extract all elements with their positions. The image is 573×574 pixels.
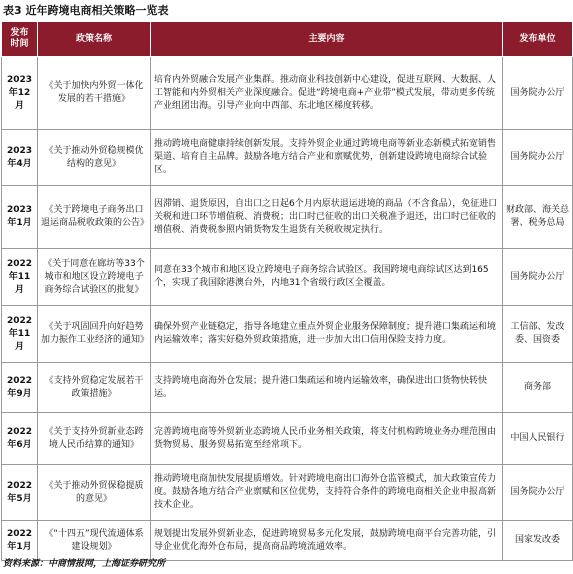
- header-content: 主要内容: [151, 22, 503, 57]
- row-issuer: 国务院办公厅: [503, 249, 573, 306]
- row-date: 2023年12月: [2, 57, 38, 130]
- row-date: 2022年5月: [2, 465, 38, 521]
- policy-table: [1, 21, 573, 561]
- row-content: 规划提出发展外贸新业态，促进跨境贸易多元化发展，鼓励跨境电商平台完善功能，引导企业优化海外仓布局，提高商品跨境流通效率。: [151, 521, 503, 561]
- row-date: 2023年1月: [2, 186, 38, 249]
- row-content: 推动跨境电商健康持续创新发展。支持外贸企业通过跨境电商等新业态新模式拓宽销售渠道、培育自主品牌。鼓励各地方结合产业和禀赋优势，创新建设跨境电商综合试验区。: [151, 130, 503, 186]
- row-policy-name: 《关于推动外贸保稳提质的意见》: [38, 465, 151, 521]
- table-row: [2, 57, 573, 130]
- table-row: [2, 249, 573, 306]
- table-body: [2, 57, 573, 561]
- row-date: 2023年4月: [2, 130, 38, 186]
- row-issuer: 国务院办公厅: [503, 130, 573, 186]
- header-date: 发布 时间: [2, 22, 38, 57]
- header-row: [2, 22, 573, 57]
- table-row: [2, 306, 573, 363]
- table-row: [2, 186, 573, 249]
- row-policy-name: 《关于推动外贸稳规模优结构的意见》: [38, 130, 151, 186]
- row-issuer: 国务院办公厅: [503, 57, 573, 130]
- row-content: 完善跨境电商等外贸新业态跨境人民币业务相关政策，将支付机构跨境业务办理范围由货物贸易、服务贸易拓宽至经常项下。: [151, 413, 503, 465]
- table-row: [2, 413, 573, 465]
- row-policy-name: 《“十四五”现代流通体系建设规划》: [38, 521, 151, 561]
- header-name: 政策名称: [38, 22, 151, 57]
- row-date: 2022年1月: [2, 521, 38, 561]
- row-date: 2022年11月: [2, 249, 38, 306]
- row-date: 2022年11月: [2, 306, 38, 363]
- row-policy-name: 《关于加快内外贸一体化发展的若干措施》: [38, 57, 151, 130]
- row-content: 因滞销、退货原因，自出口之日起6个月内原状退运进境的商品（不含食品），免征进口关税和进口环节增值税、消费税；出口时已征收的出口关税准予退还，出口时已征收的增值税、消费税参照内销货物发生退货有关税收规定执行。: [151, 186, 503, 249]
- row-policy-name: 《关于巩固回升向好趋势加力振作工业经济的通知》: [38, 306, 151, 363]
- row-issuer: 中国人民银行: [503, 413, 573, 465]
- row-policy-name: 《支持外贸稳定发展若干政策措施》: [38, 363, 151, 413]
- row-issuer: 国务院办公厅: [503, 465, 573, 521]
- table-caption: 表3 近年跨境电商相关策略一览表: [3, 4, 169, 17]
- row-policy-name: 《关于同意在廊坊等33个城市和地区设立跨境电子商务综合试验区的批复》: [38, 249, 151, 306]
- row-issuer: 工信部、发改委、国资委: [503, 306, 573, 363]
- table-row: [2, 363, 573, 413]
- table-row: [2, 130, 573, 186]
- row-date: 2022年6月: [2, 413, 38, 465]
- table-row: [2, 521, 573, 561]
- source-note: 资料来源：中商情报网，上海证券研究所: [3, 559, 166, 569]
- row-issuer: 国家发改委: [503, 521, 573, 561]
- table-row: [2, 465, 573, 521]
- row-date: 2022年9月: [2, 363, 38, 413]
- row-content: 支持跨境电商海外仓发展；提升港口集疏运和境内运输效率，确保进出口货物快转快运。: [151, 363, 503, 413]
- table-header: [2, 22, 573, 57]
- row-content: 同意在33个城市和地区设立跨境电子商务综合试验区。我国跨境电商综试区达到165个，实现了我国除港澳台外，内地31个省级行政区全覆盖。: [151, 249, 503, 306]
- row-policy-name: 《关于跨境电子商务出口退运商品税收政策的公告》: [38, 186, 151, 249]
- row-issuer: 财政部、海关总署、税务总局: [503, 186, 573, 249]
- row-policy-name: 《关于支持外贸新业态跨境人民币结算的通知》: [38, 413, 151, 465]
- header-issuer: 发布单位: [503, 22, 573, 57]
- row-content: 推动跨境电商加快发展提质增效。针对跨境电商出口海外仓监管模式，加大政策宣传力度。鼓励各地方结合产业禀赋和区位优势，支持符合条件的跨境电商相关企业申报高新技术企业。: [151, 465, 503, 521]
- row-content: 培育内外贸融合发展产业集群。推动商业科技创新中心建设，促进互联网、大数据、人工智能和内外贸相关产业深度融合。促进“跨境电商+产业带”模式发展，带动更多传统产业组团出海。引导产业向中西部、东北地区梯度转移。: [151, 57, 503, 130]
- row-content: 确保外贸产业链稳定，指导各地建立重点外贸企业服务保障制度；提升港口集疏运和境内运输效率；落实好稳外贸政策措施，进一步加大出口信用保险支持力度。: [151, 306, 503, 363]
- row-issuer: 商务部: [503, 363, 573, 413]
